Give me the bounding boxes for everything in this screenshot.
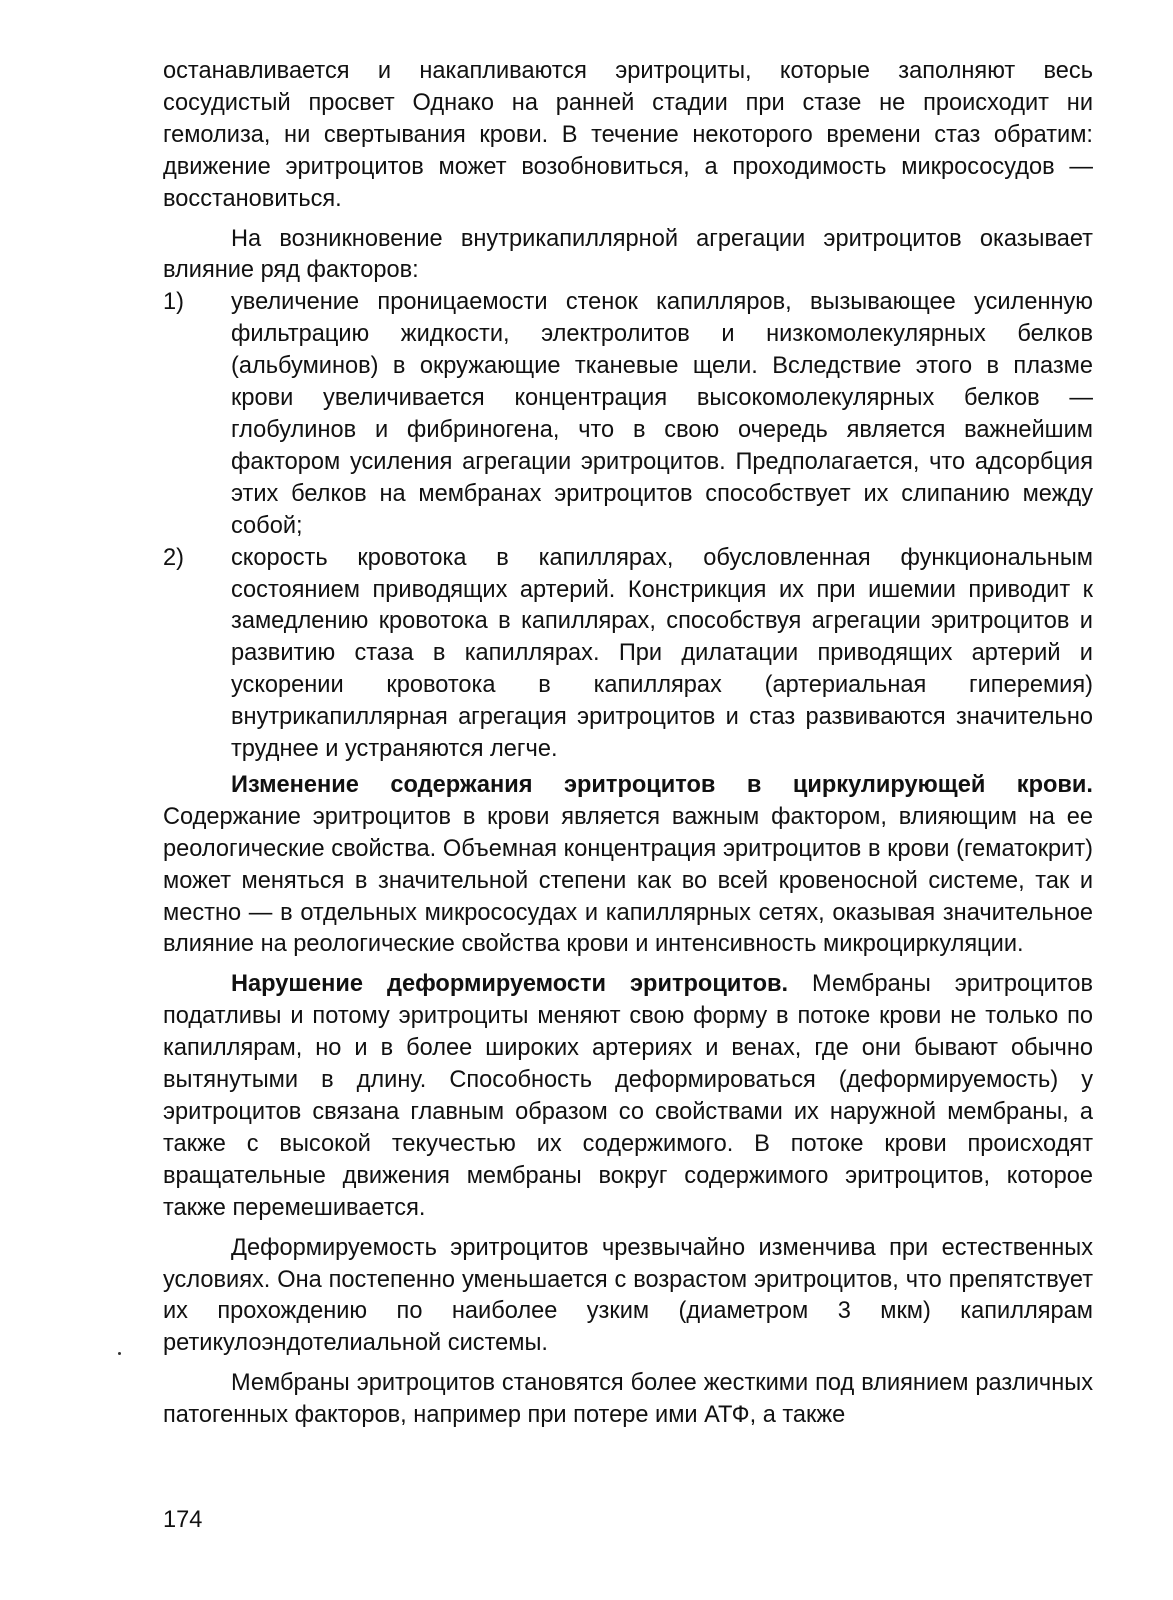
page-number: 174	[163, 1507, 203, 1533]
section-text: Содержание эритроцитов в крови является важным фактором, влияющим на ее реологические свойства. Объемная концентрация эритроцитов в крови (гематокрит) может меняться в значительной степени как во всей кровеносной системе, так и местно — в отдельных микрососудах и капиллярных сетях, оказывая значительное влияние на реологические свойства крови и интенсивность микроциркуляции.	[163, 803, 1093, 958]
paragraph-deformability	[163, 969, 1093, 1224]
section-heading: Изменение содержания эритроцитов в циркулирующей крови.	[231, 771, 1093, 798]
margin-speck	[118, 1352, 121, 1355]
paragraph-stasis: останавливается и накапливаются эритроциты, которые заполняют весь сосудистый просвет Однако на ранней стадии при стазе не происходит ни гемолиза, ни свертывания крови. В течение некоторого времени стаз обратим: движение эритроцитов может возобновиться, а проходимость микрососудов — восстановиться.	[163, 58, 1093, 212]
paragraph-deformability-variability: Деформируемость эритроцитов чрезвычайно изменчива при естественных условиях. Она постепенно уменьшается с возрастом эритроцитов, что препятствует их прохождению по наиболее узким (диаметром 3 мкм) капиллярам ретикулоэндотелиальной системы.	[163, 1234, 1093, 1357]
paragraph-factors-intro: На возникновение внутрикапиллярной агрегации эритроцитов оказывает влияние ряд факторов:	[163, 225, 1093, 284]
list-item-number: 2)	[163, 544, 184, 571]
list-item-text: скорость кровотока в капиллярах, обусловленная функциональным состоянием приводящих артерий. Констрикция их при ишемии приводит к замедлению кровотока в капиллярах, способствуя агрегации эритроцитов и развитию стаза в капиллярах. При дилатации приводящих артерий и ускорении кровотока в капиллярах (артериальная гиперемия) внутрикапиллярная агрегация эритроцитов и стаз развиваются значительно труднее и устраняются легче.	[231, 544, 1093, 763]
list-item	[163, 543, 1093, 766]
section-heading: Нарушение деформируемости эритроцитов.	[231, 971, 789, 998]
body-text	[163, 56, 1093, 1432]
paragraph-membranes: Мембраны эритроцитов становятся более жесткими под влиянием различных патогенных факторов, например при потере ими АТФ, а также	[163, 1370, 1093, 1429]
paragraph-erythrocyte-content	[163, 770, 1093, 961]
list-item-text: увеличение проницаемости стенок капилляров, вызывающее усиленную фильтрацию жидкости, электролитов и низкомолекулярных белков (альбуминов) в окружающие тканевые щели. Вследствие этого в плазме крови увеличивается концентрация высокомолекулярных белков — глобулинов и фибриногена, что в свою очередь является важнейшим фактором усиления агрегации эритроцитов. Предполагается, что адсорбция этих белков на мембранах эритроцитов способствует их слипанию между собой;	[231, 289, 1093, 539]
list-item-number: 1)	[163, 289, 184, 316]
section-text: Мембраны эритроцитов податливы и потому эритроциты меняют свою форму в потоке крови не только по капиллярам, но и в более широких артериях и венах, где они бывают обычно вытянутыми в длину. Способность деформироваться (деформируемость) у эритроцитов связана главным образом со свойствами их наружной мембраны, а также с высокой текучестью их содержимого. В потоке крови происходят вращательные движения мембраны вокруг содержимого эритроцитов, которое также перемешивается.	[163, 971, 1094, 1221]
list-item	[163, 287, 1093, 542]
factors-list	[163, 287, 1093, 766]
